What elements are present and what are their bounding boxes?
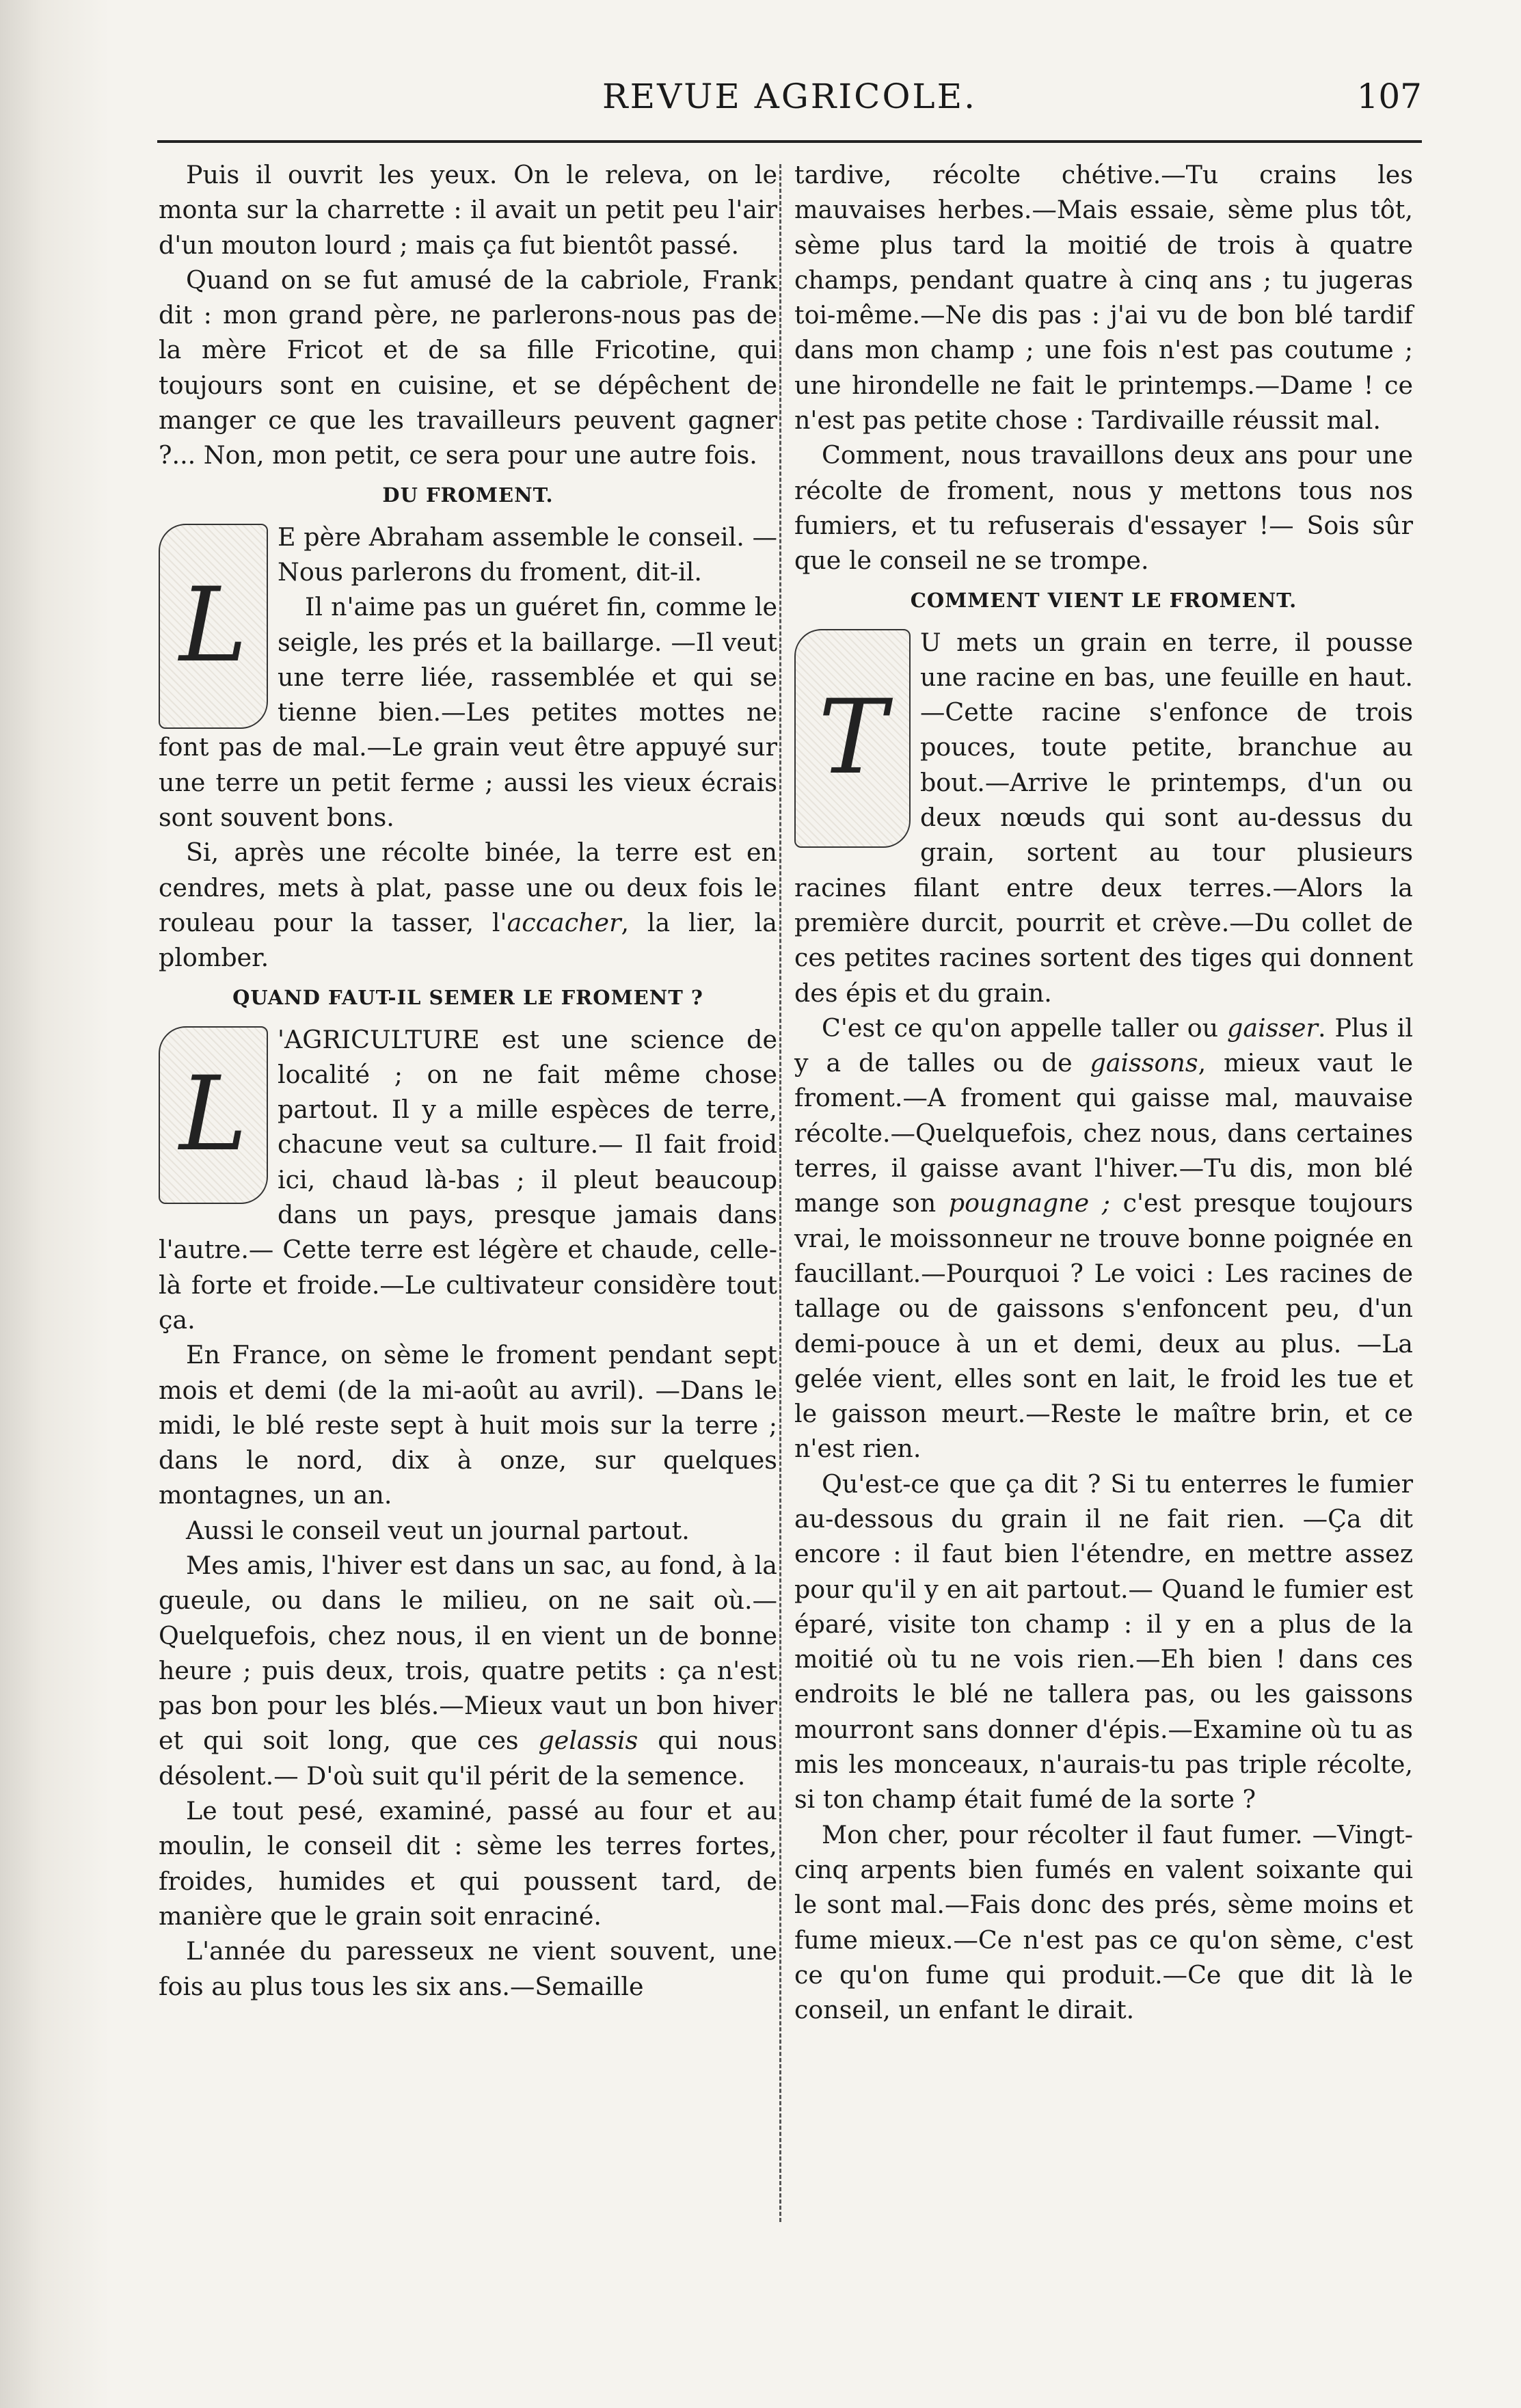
paragraph: Qu'est-ce que ça dit ? Si tu enterres le fumier au-dessous du grain il ne fait rien. —Ça dit encore : il faut bien l'étendre, en mettre assez pour qu'il y en ait partout.— Quand le fumier est éparé, visite ton champ : il y en a plus de la moitié où tu ne vois rien.—Eh bien ! dans ces endroits le blé ne tallera pas, ou les gaissons mourront sans donner d'épis.—Examine où tu as mis les monceaux, n'aurais-tu pas triple récolte, si ton champ était fumé de la sorte ?	[794, 1469, 1413, 1815]
paragraph: Comment, nous travaillons deux ans pour une récolte de froment, nous y mettons tous nos fumiers, et tu refuserais d'essayer !— Sois sûr que le conseil ne se trompe.	[794, 440, 1413, 576]
text-run: Si, après une récolte binée, la terre est en cendres, mets à plat, passe une ou deux fois le rouleau pour la tasser, l'	[159, 838, 777, 937]
section-heading: QUAND FAUT-IL SEMER LE FROMENT ?	[232, 985, 703, 1009]
left-column	[159, 157, 777, 2004]
paragraph: tardive, récolte chétive.—Tu crains les mauvaises herbes.—Mais essaie, sème plus tôt, sème plus tard la moitié de trois à quatre champs, pendant quatre à cinq ans ; tu jugeras toi-même.—Ne dis pas : j'ai vu de bon blé tardif dans mon champ ; une fois n'est pas coutume ; une hirondelle ne fait le printemps.—Dame ! ce n'est pas petite chose : Tardivaille réussit mal.	[794, 160, 1413, 436]
page-number: 107	[1356, 77, 1422, 116]
italic-term: accacher	[507, 907, 621, 937]
paragraph	[159, 835, 777, 975]
ornamental-initial: T	[794, 629, 911, 848]
paragraph	[794, 1011, 1413, 1467]
ornamental-initial: L	[159, 524, 268, 729]
italic-term: gaissons	[1090, 1048, 1198, 1078]
paragraph: U mets un grain en terre, il pousse une racine en bas, une feuille en haut.—Cette racine s'enfonce de trois pouces, toute petite, branchue au bout.—Arrive le printemps, d'un ou deux nœuds qui sont au-dessus du grain, sortent au tour plusieurs racines filant entre deux terres.—Alors la première durcit, pourrit et crève.—Du collet de ces petites racines sortent des tiges qui donnent des épis et du grain.	[794, 627, 1413, 1008]
text-run: c'est presque toujours vrai, le moissonneur ne trouve bonne poignée en faucillant.—Pourquoi ? Le voici : Les racines de tallage ou de gaissons s'enfoncent peu, d'un demi-pouce à un et demi, deux au plus. —La gelée vient, elles sont en lait, le froid les tue et le gaisson meurt.—Reste le maître brin, et ce n'est rien.	[794, 1188, 1414, 1464]
text-run: . Plus il y a de talles ou de	[794, 1013, 1413, 1078]
page-header	[157, 77, 1422, 131]
paragraph: Puis il ouvrit les yeux. On le releva, on le monta sur la charrette : il avait un petit peu l'air d'un mouton lourd ; mais ça fut bientôt passé.	[159, 160, 777, 260]
italic-term: gaisser	[1227, 1013, 1318, 1043]
section-heading: DU FROMENT.	[382, 483, 554, 507]
paragraph: En France, on sème le froment pendant sept mois et demi (de la mi-août au avril). —Dans le midi, le blé reste sept à huit mois sur la terre ; dans le nord, dix à onze, sur quelques montagnes, un an.	[159, 1340, 777, 1510]
running-title: REVUE AGRICOLE.	[602, 77, 978, 116]
text-run: C'est ce qu'on appelle taller ou	[822, 1013, 1228, 1043]
italic-term: gelassis	[538, 1726, 638, 1756]
paragraph: Aussi le conseil veut un journal partout.	[186, 1515, 690, 1545]
page-edge	[0, 0, 109, 2408]
text-run: , la lier, la plomber.	[159, 907, 777, 973]
italic-term: pougnagne ;	[948, 1188, 1111, 1218]
paragraph: Le tout pesé, examiné, passé au four et au moulin, le conseil dit : sème les terres fortes, froides, humides et qui poussent tard, de manière que le grain soit enraciné.	[159, 1796, 777, 1931]
paragraph: Il n'aime pas un guéret fin, comme le seigle, les prés et la baillarge. —Il veut une terre liée, rassemblée et qui se tienne bien.—Les petites mottes ne font pas de mal.—Le grain veut être appuyé sur une terre un petit ferme ; aussi les vieux écrais sont souvent bons.	[159, 592, 777, 833]
section-heading: COMMENT VIENT LE FROMENT.	[910, 588, 1297, 612]
paragraph	[159, 1548, 777, 1793]
paragraph: Mon cher, pour récolter il faut fumer. —Vingt-cinq arpents bien fumés en valent soixante qui le sont mal.—Fais donc des prés, sème moins et fume mieux.—Ce n'est pas ce qu'on sème, c'est ce qu'on fume qui produit.—Ce que dit là le conseil, un enfant le dirait.	[794, 1819, 1413, 2025]
ornamental-initial: L	[159, 1026, 268, 1204]
column-divider	[779, 164, 781, 2222]
paragraph: 'AGRICULTURE est une science de localité ; on ne fait même chose partout. Il y a mille espèces de terre, chacune veut sa culture.— Il fait froid ici, chaud là-bas ; il pleut beaucoup dans un pays, presque jamais dans l'autre.— Cette terre est légère et chaude, celle-là forte et froide.—Le cultivateur considère tout ça.	[159, 1024, 777, 1335]
paragraph: L'année du paresseux ne vient souvent, une fois au plus tous les six ans.—Semaille	[159, 1936, 777, 2001]
text-run: , mieux vaut le froment.—A froment qui gaisse mal, mauvaise récolte.—Quelquefois, chez nous, dans certaines terres, il gaisse avant l'hiver.—Tu dis, mon blé mange son	[794, 1048, 1413, 1218]
text-run: qui nous désolent.— D'où suit qu'il périt de la semence.	[159, 1726, 777, 1791]
paragraph: Quand on se fut amusé de la cabriole, Frank dit : mon grand père, ne parlerons-nous pas de la mère Fricot et de sa fille Fricotine, qui toujours sont en cuisine, et se dépêchent de manger ce que les travailleurs peuvent gagner ?... Non, mon petit, ce sera pour une autre fois.	[159, 265, 777, 470]
header-rule	[157, 140, 1422, 143]
paragraph: E père Abraham assemble le conseil. —Nous parlerons du froment, dit-il.	[278, 522, 777, 587]
right-column	[794, 157, 1413, 2027]
text-run: Mes amis, l'hiver est dans un sac, au fond, à la gueule, ou dans le milieu, on ne sait où.—Quelquefois, chez nous, il en vient un de bonne heure ; puis deux, trois, quatre petits : ça n'est pas bon pour les blés.—Mieux vaut un bon hiver et qui soit long, que ces	[159, 1550, 777, 1756]
